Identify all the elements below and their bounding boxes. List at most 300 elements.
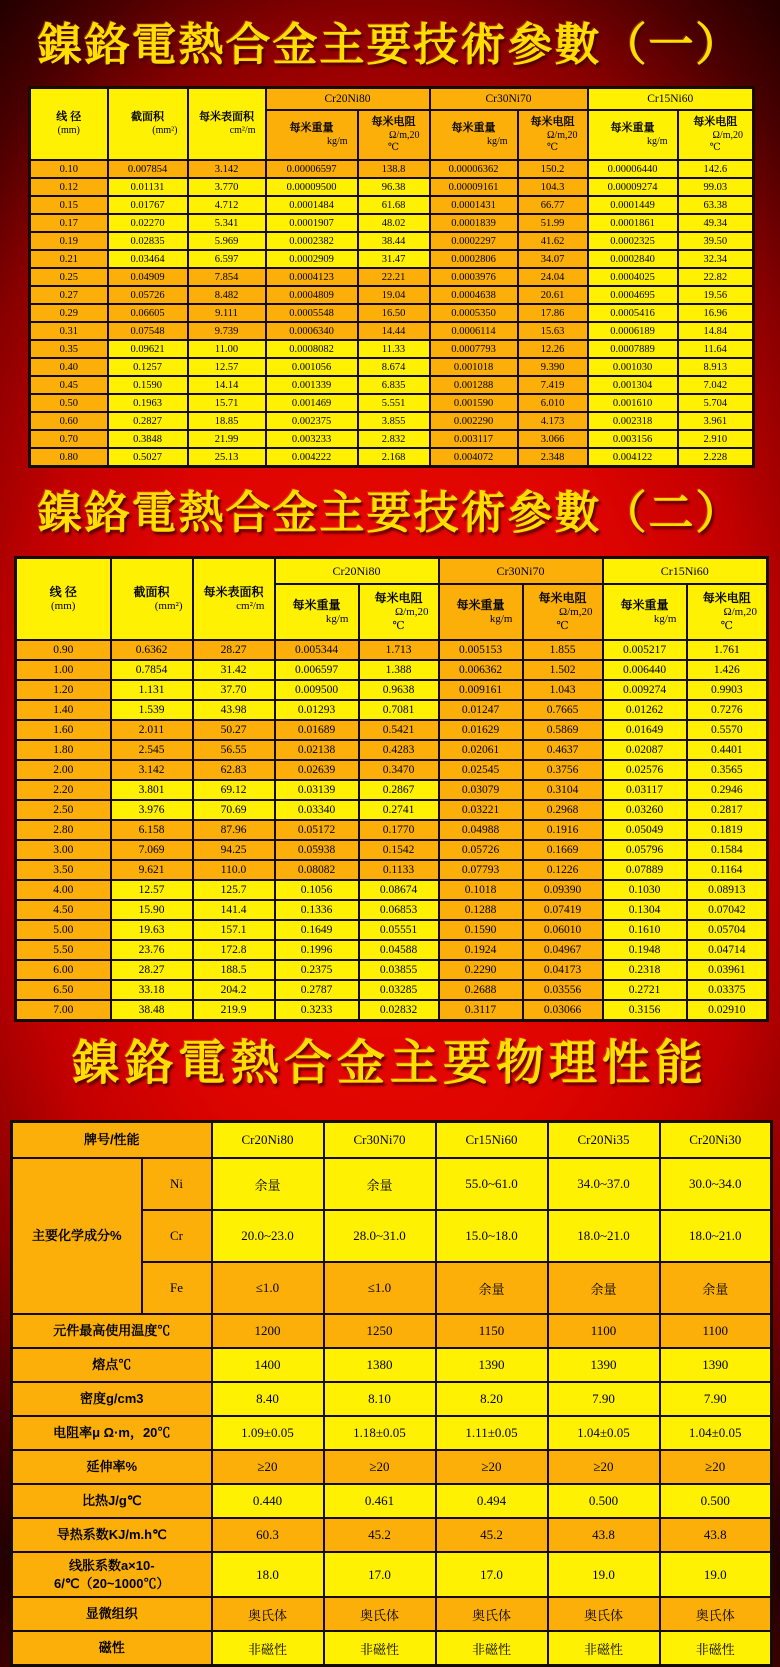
cell: 0.01262	[603, 700, 687, 720]
cell: 9.621	[111, 860, 193, 880]
cell: 0.0002806	[430, 250, 518, 268]
col-header-cross-section	[111, 558, 193, 641]
cell: 5.704	[678, 394, 754, 412]
cell: 172.8	[193, 940, 275, 960]
col-header-label: 截面积	[131, 111, 164, 124]
cell: 0.1963	[108, 394, 188, 412]
cell: 110.0	[193, 860, 275, 880]
cell: 0.4283	[359, 740, 439, 760]
table-row	[30, 412, 754, 430]
cell: 奥氏体	[436, 1597, 548, 1631]
cell: 非磁性	[660, 1631, 772, 1666]
cell: 1.131	[111, 680, 193, 700]
col-header-cross-section	[108, 88, 188, 161]
cell: 0.001610	[588, 394, 678, 412]
col-header-surface-per-meter	[188, 88, 266, 161]
cell: 1.388	[359, 660, 439, 680]
cell: 0.04714	[687, 940, 768, 960]
cell: 0.1819	[687, 820, 768, 840]
table-row	[16, 700, 768, 720]
cell: 104.3	[518, 178, 588, 196]
cell: ≥20	[436, 1450, 548, 1484]
cell: 0.001030	[588, 358, 678, 376]
cell: 12.57	[188, 358, 266, 376]
cell: 3.50	[16, 860, 111, 880]
col-header-unit: kg/m	[646, 135, 668, 147]
cell: 余量	[212, 1158, 324, 1210]
cell: 0.0005548	[266, 304, 358, 322]
cell: ≥20	[324, 1450, 436, 1484]
table-row	[30, 394, 754, 412]
cell: 0.07042	[687, 900, 768, 920]
cell: 20.61	[518, 286, 588, 304]
table-body	[12, 1158, 772, 1666]
cell: 70.69	[193, 800, 275, 820]
cell: 0.7854	[111, 660, 193, 680]
cell: 0.01131	[108, 178, 188, 196]
cell: 63.38	[678, 196, 754, 214]
cell: 55.0~61.0	[436, 1158, 548, 1210]
cell: 非磁性	[324, 1631, 436, 1666]
cell: 0.0002382	[266, 232, 358, 250]
table-body	[16, 640, 768, 1021]
table-row	[30, 358, 754, 376]
cell: 0.0001431	[430, 196, 518, 214]
cell: 0.4637	[523, 740, 603, 760]
cell: 1.18±0.05	[324, 1416, 436, 1450]
cell: 9.111	[188, 304, 266, 322]
row-label: 延伸率%	[12, 1450, 212, 1484]
cell: 0.001590	[430, 394, 518, 412]
cell: 1.502	[523, 660, 603, 680]
col-header-diameter	[16, 558, 111, 641]
cell: 0.001018	[430, 358, 518, 376]
cell: 4.50	[16, 900, 111, 920]
col-header-label: 每米电阻	[693, 116, 738, 129]
table-header	[12, 1122, 772, 1159]
col-header-label: 每米电阻	[702, 591, 751, 606]
cell: 3.961	[678, 412, 754, 430]
cell: 150.2	[518, 160, 588, 178]
cell: 1.761	[687, 640, 768, 660]
cell: 19.0	[660, 1552, 772, 1597]
cell: 142.6	[678, 160, 754, 178]
cell: 14.14	[188, 376, 266, 394]
cell: 34.0~37.0	[548, 1158, 660, 1210]
cell: 0.461	[324, 1484, 436, 1518]
cell: 0.15	[30, 196, 108, 214]
row-label: 导热系数KJ/m.h℃	[12, 1518, 212, 1552]
cell: 56.55	[193, 740, 275, 760]
cell: 0.04173	[523, 960, 603, 980]
cell: 16.96	[678, 304, 754, 322]
cell: 28.27	[193, 640, 275, 660]
cell: 69.12	[193, 780, 275, 800]
col-header-label: 每米重量	[451, 122, 496, 135]
row-label: 元件最高使用温度℃	[12, 1314, 212, 1348]
cell: 0.01689	[275, 720, 359, 740]
cell: 39.50	[678, 232, 754, 250]
cell: 38.44	[358, 232, 430, 250]
col-header-unit: ℃	[546, 141, 559, 153]
cell: 0.009274	[603, 680, 687, 700]
cell: 22.21	[358, 268, 430, 286]
cell: 0.9903	[687, 680, 768, 700]
cell: 0.05796	[603, 840, 687, 860]
cell: 2.80	[16, 820, 111, 840]
cell: 0.02835	[108, 232, 188, 250]
cell: 60.3	[212, 1518, 324, 1552]
cell: 0.00006440	[588, 160, 678, 178]
cell: 0.0004638	[430, 286, 518, 304]
cell: 0.004072	[430, 448, 518, 467]
table-row	[12, 1552, 772, 1597]
cell: 余量	[548, 1262, 660, 1314]
col-header-alloy-cr15ni60: Cr15Ni60	[436, 1122, 548, 1159]
cell: 3.00	[16, 840, 111, 860]
col-header-alloy-cr15ni60: Cr15Ni60	[588, 88, 754, 111]
cell: 0.005344	[275, 640, 359, 660]
cell: 0.004222	[266, 448, 358, 467]
cell: 0.3756	[523, 760, 603, 780]
cell: 0.001339	[266, 376, 358, 394]
cell: 0.80	[30, 448, 108, 467]
cell: 19.04	[358, 286, 430, 304]
col-header-label: 每米重量	[620, 597, 669, 612]
cell: 非磁性	[548, 1631, 660, 1666]
table-row	[30, 214, 754, 232]
col-header-alloy-cr30ni70: Cr30Ni70	[430, 88, 588, 111]
cell: 0.0005350	[430, 304, 518, 322]
cell: 6.835	[358, 376, 430, 394]
cell: 0.003233	[266, 430, 358, 448]
cell: 0.01293	[275, 700, 359, 720]
cell: 23.76	[111, 940, 193, 960]
cell: 0.01629	[439, 720, 523, 740]
table-row	[16, 660, 768, 680]
cell: 0.001056	[266, 358, 358, 376]
cell: 0.02910	[687, 1000, 768, 1021]
row-label: 电阻率μ Ω·m，20℃	[12, 1416, 212, 1450]
col-header-unit: (mm²)	[154, 599, 183, 612]
cell: 0.2688	[439, 980, 523, 1000]
table-row	[30, 196, 754, 214]
cell: 0.03066	[523, 1000, 603, 1021]
cell: 5.551	[358, 394, 430, 412]
col-header-unit: kg/m	[489, 612, 513, 625]
col-header-label: 线 径	[56, 111, 82, 124]
row-label: 比热J/g℃	[12, 1484, 212, 1518]
cell: 1200	[212, 1314, 324, 1348]
cell: 0.05726	[108, 286, 188, 304]
table-row	[12, 1450, 772, 1484]
cell: 0.1590	[439, 920, 523, 940]
cell: 1.20	[16, 680, 111, 700]
cell: 8.20	[436, 1382, 548, 1416]
col-header-label: 每米重量	[610, 122, 655, 135]
cell: 3.770	[188, 178, 266, 196]
cell: 0.02545	[439, 760, 523, 780]
cell: 1.04±0.05	[548, 1416, 660, 1450]
cell: 0.03139	[275, 780, 359, 800]
col-header-weight-per-meter	[588, 110, 678, 160]
cell: 7.419	[518, 376, 588, 394]
col-header-label: 每米电阻	[538, 591, 587, 606]
table-row	[16, 760, 768, 780]
cell: 0.3470	[359, 760, 439, 780]
cell: 0.21	[30, 250, 108, 268]
cell: 1.043	[523, 680, 603, 700]
col-header-unit: ℃	[709, 141, 721, 153]
col-header-unit: ℃	[556, 619, 569, 632]
cell: 5.341	[188, 214, 266, 232]
cell: 45.2	[436, 1518, 548, 1552]
col-header-weight-per-meter	[439, 584, 523, 640]
cell: 8.482	[188, 286, 266, 304]
cell: 0.1610	[603, 920, 687, 940]
cell: 0.08913	[687, 880, 768, 900]
col-header-unit: Ω/m,20	[712, 129, 743, 141]
col-header-resistance-per-meter	[359, 584, 439, 640]
cell: 2.168	[358, 448, 430, 467]
table-row	[30, 448, 754, 467]
cell: 15.63	[518, 322, 588, 340]
cell: 0.00009274	[588, 178, 678, 196]
cell: 0.00006362	[430, 160, 518, 178]
cell: 0.0008082	[266, 340, 358, 358]
row-label: 熔点℃	[12, 1348, 212, 1382]
cell: 87.96	[193, 820, 275, 840]
cell: 1.80	[16, 740, 111, 760]
cell: 余量	[324, 1158, 436, 1210]
cell: 0.07419	[523, 900, 603, 920]
cell: 2.50	[16, 800, 111, 820]
cell: 0.1030	[603, 880, 687, 900]
cell: 0.03340	[275, 800, 359, 820]
cell: 0.494	[436, 1484, 548, 1518]
cell: 0.1770	[359, 820, 439, 840]
cell: 3.976	[111, 800, 193, 820]
cell: 0.70	[30, 430, 108, 448]
cell: 0.02138	[275, 740, 359, 760]
cell: 0.60	[30, 412, 108, 430]
cell: 0.05938	[275, 840, 359, 860]
cell: 41.62	[518, 232, 588, 250]
cell: 0.1996	[275, 940, 359, 960]
cell: 0.0004123	[266, 268, 358, 286]
table-row	[12, 1597, 772, 1631]
cell: 22.82	[678, 268, 754, 286]
cell: 0.1916	[523, 820, 603, 840]
cell: 0.1304	[603, 900, 687, 920]
cell: 0.03285	[359, 980, 439, 1000]
cell: 11.64	[678, 340, 754, 358]
cell: 17.0	[436, 1552, 548, 1597]
cell: 0.0002909	[266, 250, 358, 268]
col-header-label: 线 径	[49, 584, 77, 599]
cell: 0.04588	[359, 940, 439, 960]
table-row	[16, 720, 768, 740]
col-header-unit: (mm)	[57, 124, 80, 136]
cell: 0.1669	[523, 840, 603, 860]
col-header-unit: (mm²)	[152, 124, 178, 136]
cell: 0.0005416	[588, 304, 678, 322]
table-row	[16, 880, 768, 900]
cell: 0.27	[30, 286, 108, 304]
table-row	[30, 322, 754, 340]
cell: 8.913	[678, 358, 754, 376]
cell: 0.500	[548, 1484, 660, 1518]
cell: 0.50	[30, 394, 108, 412]
table-row	[16, 780, 768, 800]
cell: 0.1164	[687, 860, 768, 880]
cell: 0.07548	[108, 322, 188, 340]
cell: 0.09621	[108, 340, 188, 358]
cell: 3.142	[111, 760, 193, 780]
cell: 0.009500	[275, 680, 359, 700]
cell: 14.84	[678, 322, 754, 340]
col-header-unit: (mm)	[51, 599, 76, 612]
col-header-resistance-per-meter	[687, 584, 768, 640]
row-label: 磁性	[12, 1631, 212, 1666]
cell: 1390	[660, 1348, 772, 1382]
cell: 1.713	[359, 640, 439, 660]
cell: 奥氏体	[660, 1597, 772, 1631]
table-row	[16, 740, 768, 760]
cell: 0.2787	[275, 980, 359, 1000]
cell: 7.854	[188, 268, 266, 286]
cell: 6.010	[518, 394, 588, 412]
cell: 0.03260	[603, 800, 687, 820]
cell: 0.40	[30, 358, 108, 376]
cell: 0.6362	[111, 640, 193, 660]
table-header	[16, 558, 768, 641]
cell: 1.40	[16, 700, 111, 720]
cell: 4.173	[518, 412, 588, 430]
cell: 18.85	[188, 412, 266, 430]
cell: 28.27	[111, 960, 193, 980]
cell: 2.20	[16, 780, 111, 800]
cell: 8.10	[324, 1382, 436, 1416]
tech-params-table-1	[28, 86, 755, 468]
cell: ≥20	[548, 1450, 660, 1484]
cell: 0.03221	[439, 800, 523, 820]
col-header-unit: kg/m	[326, 135, 348, 147]
cell: 0.0002297	[430, 232, 518, 250]
cell: 8.674	[358, 358, 430, 376]
cell: 0.03464	[108, 250, 188, 268]
row-label: Cr	[142, 1210, 212, 1262]
cell: ≤1.0	[212, 1262, 324, 1314]
cell: 0.08674	[359, 880, 439, 900]
cell: 0.0007793	[430, 340, 518, 358]
cell: 0.1056	[275, 880, 359, 900]
cell: 0.0007889	[588, 340, 678, 358]
row-label: 显微组织	[12, 1597, 212, 1631]
cell: 6.50	[16, 980, 111, 1000]
cell: 0.07793	[439, 860, 523, 880]
cell: 0.0006189	[588, 322, 678, 340]
cell: 0.0001907	[266, 214, 358, 232]
cell: 0.0001839	[430, 214, 518, 232]
cell: 30.0~34.0	[660, 1158, 772, 1210]
cell: 0.003117	[430, 430, 518, 448]
table-row	[12, 1484, 772, 1518]
col-header-resistance-per-meter	[518, 110, 588, 160]
col-header-resistance-per-meter	[523, 584, 603, 640]
cell: 45.2	[324, 1518, 436, 1552]
cell: 2.00	[16, 760, 111, 780]
cell: 6.00	[16, 960, 111, 980]
cell: 3.066	[518, 430, 588, 448]
cell: 6.158	[111, 820, 193, 840]
table-row	[16, 800, 768, 820]
cell: 50.27	[193, 720, 275, 740]
cell: 0.7081	[359, 700, 439, 720]
cell: 1400	[212, 1348, 324, 1382]
cell: 0.9638	[359, 680, 439, 700]
cell: 0.05172	[275, 820, 359, 840]
cell: 0.2375	[275, 960, 359, 980]
cell: 3.801	[111, 780, 193, 800]
cell: 0.1257	[108, 358, 188, 376]
cell: 0.4401	[687, 740, 768, 760]
cell: 0.06853	[359, 900, 439, 920]
cell: 0.3104	[523, 780, 603, 800]
cell: 0.3565	[687, 760, 768, 780]
cell: 204.2	[193, 980, 275, 1000]
cell: 0.35	[30, 340, 108, 358]
cell: 0.04909	[108, 268, 188, 286]
table-body	[30, 160, 754, 467]
row-label: 密度g/cm3	[12, 1382, 212, 1416]
col-header-label: 每米电阻	[374, 591, 423, 606]
cell: 0.2867	[359, 780, 439, 800]
cell: 1.855	[523, 640, 603, 660]
cell: 25.13	[188, 448, 266, 467]
cell: 0.1649	[275, 920, 359, 940]
cell: 0.02832	[359, 1000, 439, 1021]
cell: 157.1	[193, 920, 275, 940]
page-title-tech-params-2: 鎳鉻電熱合金主要技術參數（二）	[37, 488, 743, 538]
col-header-diameter	[30, 88, 108, 161]
cell: 15.0~18.0	[436, 1210, 548, 1262]
cell: 0.0004695	[588, 286, 678, 304]
col-header-unit: kg/m	[653, 612, 677, 625]
cell: 19.56	[678, 286, 754, 304]
cell: 34.07	[518, 250, 588, 268]
cell: 5.00	[16, 920, 111, 940]
col-header-unit: ℃	[387, 141, 400, 153]
cell: 0.2741	[359, 800, 439, 820]
col-header-label: 每米表面积	[203, 584, 264, 599]
col-header-weight-per-meter	[275, 584, 359, 640]
cell: 1.09±0.05	[212, 1416, 324, 1450]
cell: 0.002375	[266, 412, 358, 430]
cell: 0.5027	[108, 448, 188, 467]
col-header-unit: Ω/m,20	[394, 606, 429, 619]
col-header-weight-per-meter	[266, 110, 358, 160]
col-header-weight-per-meter	[430, 110, 518, 160]
cell: 9.739	[188, 322, 266, 340]
col-header-label: 每米重量	[289, 122, 334, 135]
col-header-weight-per-meter	[603, 584, 687, 640]
cell: 0.7665	[523, 700, 603, 720]
col-header-label: 每米电阻	[371, 116, 416, 129]
cell: 0.06010	[523, 920, 603, 940]
cell: 0.006597	[275, 660, 359, 680]
cell: 0.17	[30, 214, 108, 232]
